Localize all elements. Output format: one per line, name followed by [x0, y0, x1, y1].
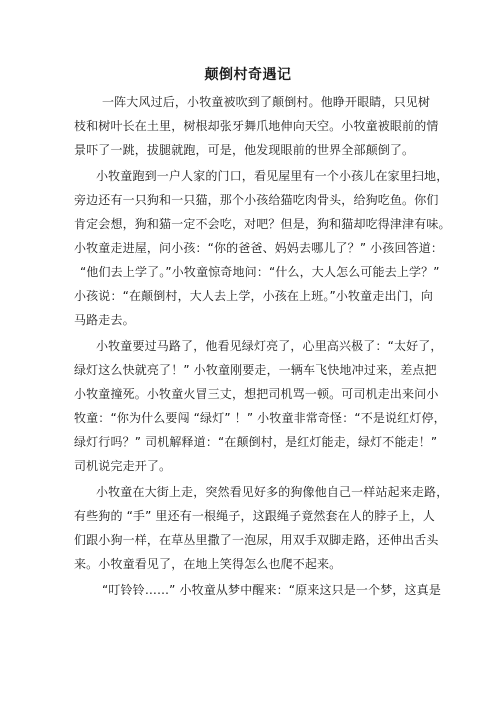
paragraph-line: 景吓了一跳，拔腿就跑，可是，他发现眼前的世界全部颠倒了。 [74, 143, 415, 157]
paragraph-line: 们跟小狗一样，在草丛里撒了一泡尿，用双手双脚走路，还伸出舌头 [74, 533, 439, 547]
paragraph-line: 肯定会想，狗和猫一定不会吃，对吧？但是，狗和猫却吃得津津有味。 [74, 217, 451, 231]
document-title: 颠倒村奇遇记 [204, 67, 292, 83]
paragraph-line: “他们去上学了。”小牧童惊奇地问：“什么，大人怎么可能去上学？” [80, 265, 440, 279]
paragraph-line: 旁边还有一只狗和一只猫，那个小孩给猫吃肉骨头，给狗吃鱼。你们 [74, 193, 439, 207]
paragraph-line: 司机说完走开了。 [74, 459, 172, 473]
paragraph-line: 小牧童要过马路了，他看见绿灯亮了，心里高兴极了：“太好了， [96, 339, 443, 353]
paragraph-line: 小牧童走进屋，问小孩：“你的爸爸、妈妈去哪儿了？” 小孩回答道： [74, 241, 444, 255]
paragraph-line: 小牧童撞死。小牧童火冒三丈，想把司机骂一顿。可司机走出来问小 [74, 387, 439, 401]
paragraph-line: “叮铃铃……” 小牧童从梦中醒来：“原来这只是一个梦，这真是 [102, 583, 441, 597]
paragraph-line: 绿灯这么快就亮了！” 小牧童刚要走，一辆车飞快地冲过来，差点把 [74, 363, 437, 377]
paragraph-line: 小牧童跑到一户人家的门口，看见屋里有一个小孩儿在家里扫地， [96, 169, 449, 183]
paragraph-line: 马路走去。 [74, 313, 135, 327]
paragraph-line: 有些狗的 “手” 里还有一根绳子，这跟绳子竟然套在人的脖子上，人 [74, 509, 435, 523]
paragraph-line: 绿灯行吗？” 司机解释道：“在颠倒村，是红灯能走，绿灯不能走！” [74, 435, 438, 449]
paragraph-line: 小孩说：“在颠倒村，大人去上学，小孩在上班。”小牧童走出门，向 [74, 289, 434, 303]
paragraph-line: 牧童：“你为什么要闯 “绿灯” ！” 小牧童非常奇怪：“不是说红灯停， [74, 411, 446, 425]
paragraph-line: 枝和树叶长在土里，树根却张牙舞爪地伸向天空。小牧童被眼前的情 [74, 119, 439, 133]
paragraph-line: 来。小牧童看见了，在地上笑得怎么也爬不起来。 [74, 557, 342, 571]
paragraph-line: 一阵大风过后，小牧童被吹到了颠倒村。他睁开眼睛，只见树 [102, 95, 431, 109]
paragraph-line: 小牧童在大街上走，突然看见好多的狗像他自己一样站起来走路， [96, 485, 449, 499]
